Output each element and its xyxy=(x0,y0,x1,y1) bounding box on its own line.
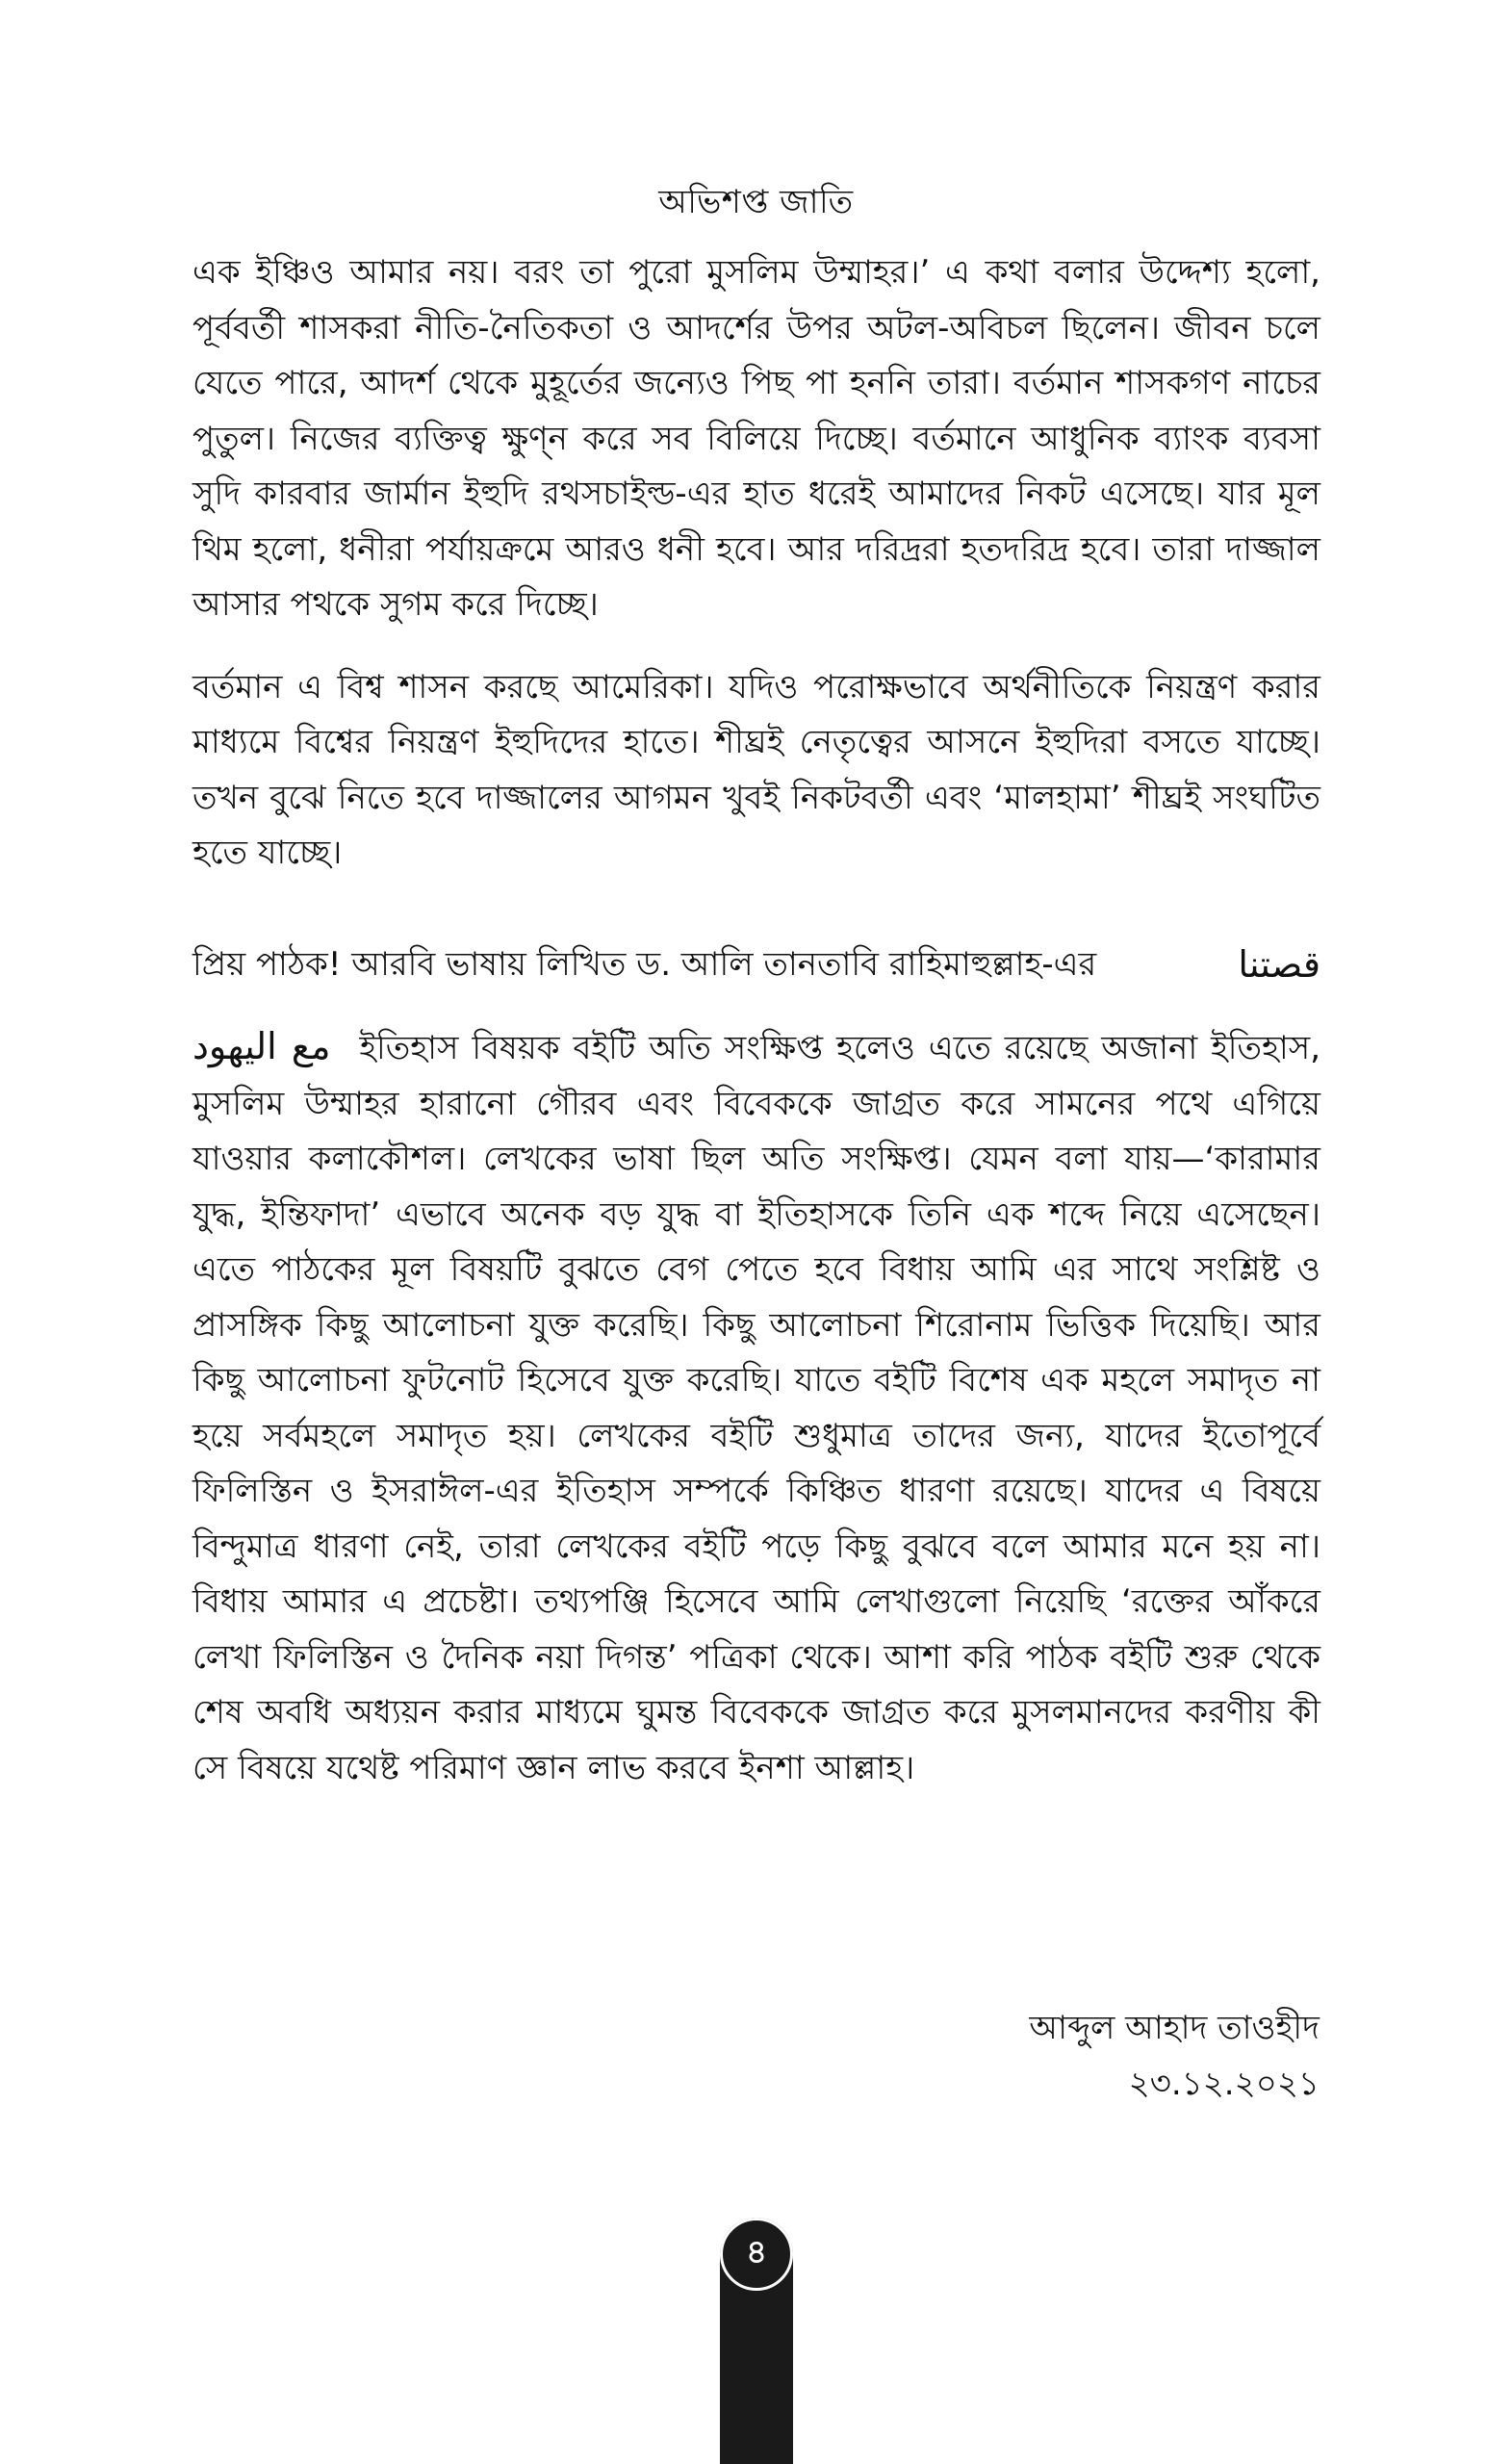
paragraph-3-text: প্রিয় পাঠক! আরবি ভাষায় লিখিত ড. আলি তানতাবি রাহিমাহুল্লাহ-এর xyxy=(192,944,1097,984)
signature-date: ২৩.১২.২০২১ xyxy=(1128,2065,1320,2103)
running-header-title: অভিশপ্ত জাতি xyxy=(658,183,854,221)
signature-block xyxy=(1029,2000,1320,2112)
body-text xyxy=(192,245,1320,1796)
paragraph-3 xyxy=(192,937,1320,993)
arabic-title-part-1: قصتنا xyxy=(1238,942,1320,986)
paragraph-4 xyxy=(192,1019,1320,1796)
paragraph-4-text: ইতিহাস বিষয়ক বইটি অতি সংক্ষিপ্ত হলেও এতে রয়েছে অজানা ইতিহাস, মুসলিম উম্মাহর হারানো গৌরব এবং বিবেককে জাগ্রত করে সামনের পথে এগিয়ে যাওয়ার কলাকৌশল। লেখকের ভাষা ছিল অতি সংক্ষিপ্ত। যেমন বলা যায়—‘কারামার যুদ্ধ, ইন্তিফাদা’ এভাবে অনেক বড় যুদ্ধ বা ইতিহাসকে তিনি এক শব্দে নিয়ে এসেছেন। এতে পাঠকের মূল বিষয়টি বুঝতে বেগ পেতে হবে বিধায় আমি এর সাথে সংশ্লিষ্ট ও প্রাসঙ্গিক কিছু আলোচনা যুক্ত করেছি। কিছু আলোচনা শিরোনাম ভিত্তিক দিয়েছি। আর কিছু আলোচনা ফুটনোট হিসেবে যুক্ত করেছি। যাতে বইটি বিশেষ এক মহলে সমাদৃত না হয়ে সর্বমহলে সমাদৃত হয়। লেখকের বইটি শুধুমাত্র তাদের জন্য, যাদের ইতোপূর্বে ফিলিস্তিন ও ইসরাঈল-এর ইতিহাস সম্পর্কে কিঞ্চিত ধারণা রয়েছে। যাদের এ বিষয়ে বিন্দুমাত্র ধারণা নেই, তারা লেখকের বইটি পড়ে কিছু বুঝবে বলে আমার মনে হয় না। বিধায় আমার এ প্রচেষ্টা। তথ্যপঞ্জি হিসেবে আমি লেখাগুলো নিয়েছি ‘রক্তের আঁকরে লেখা ফিলিস্তিন ও দৈনিক নয়া দিগন্ত’ পত্রিকা থেকে। আশা করি পাঠক বইটি শুরু থেকে শেষ অবধি অধ্যয়ন করার মাধ্যমে ঘুমন্ত বিবেককে জাগ্রত করে মুসলমানদের করণীয় কী সে বিষয়ে যথেষ্ট পরিমাণ জ্ঞান লাভ করবে ইনশা আল্লাহ। xyxy=(192,1029,1320,1787)
page-number: ৪ xyxy=(720,2218,793,2291)
paragraph-1: এক ইঞ্চিও আমার নয়। বরং তা পুরো মুসলিম উম্মাহর।’ এ কথা বলার উদ্দেশ্য হলো, পূর্ববর্তী শাসকরা নীতি-নৈতিকতা ও আদর্শের উপর অটল-অবিচল ছিলেন। জীবন চলে যেতে পারে, আদর্শ থেকে মুহূর্তের জন্যেও পিছ পা হননি তারা। বর্তমান শাসকগণ নাচের পুতুল। নিজের ব্যক্তিত্ব ক্ষুণ্ন করে সব বিলিয়ে দিচ্ছে। বর্তমানে আধুনিক ব্যাংক ব্যবসা সুদি কারবার জার্মান ইহুদি রথসচাইল্ড-এর হাত ধরেই আমাদের নিকট এসেছে। যার মূল থিম হলো, ধনীরা পর্যায়ক্রমে আরও ধনী হবে। আর দরিদ্ররা হতদরিদ্র হবে। তারা দাজ্জাল আসার পথকে সুগম করে দিচ্ছে। xyxy=(192,253,1320,624)
arabic-title-part-2: مع اليهود xyxy=(192,1025,331,1067)
paragraph-2: বর্তমান এ বিশ্ব শাসন করছে আমেরিকা। যদিও পরোক্ষভাবে অর্থনীতিকে নিয়ন্ত্রণ করার মাধ্যমে বিশ্বের নিয়ন্ত্রণ ইহুদিদের হাতে। শীঘ্রই নেতৃত্বের আসনে ইহুদিরা বসতে যাচ্ছে। তখন বুঝে নিতে হবে দাজ্জালের আগমন খুবই নিকটবর্তী এবং ‘মালহামা’ শীঘ্রই সংঘটিত হতে যাচ্ছে। xyxy=(192,667,1320,872)
author-name: আব্দুল আহাদ তাওহীদ xyxy=(1029,2009,1320,2047)
